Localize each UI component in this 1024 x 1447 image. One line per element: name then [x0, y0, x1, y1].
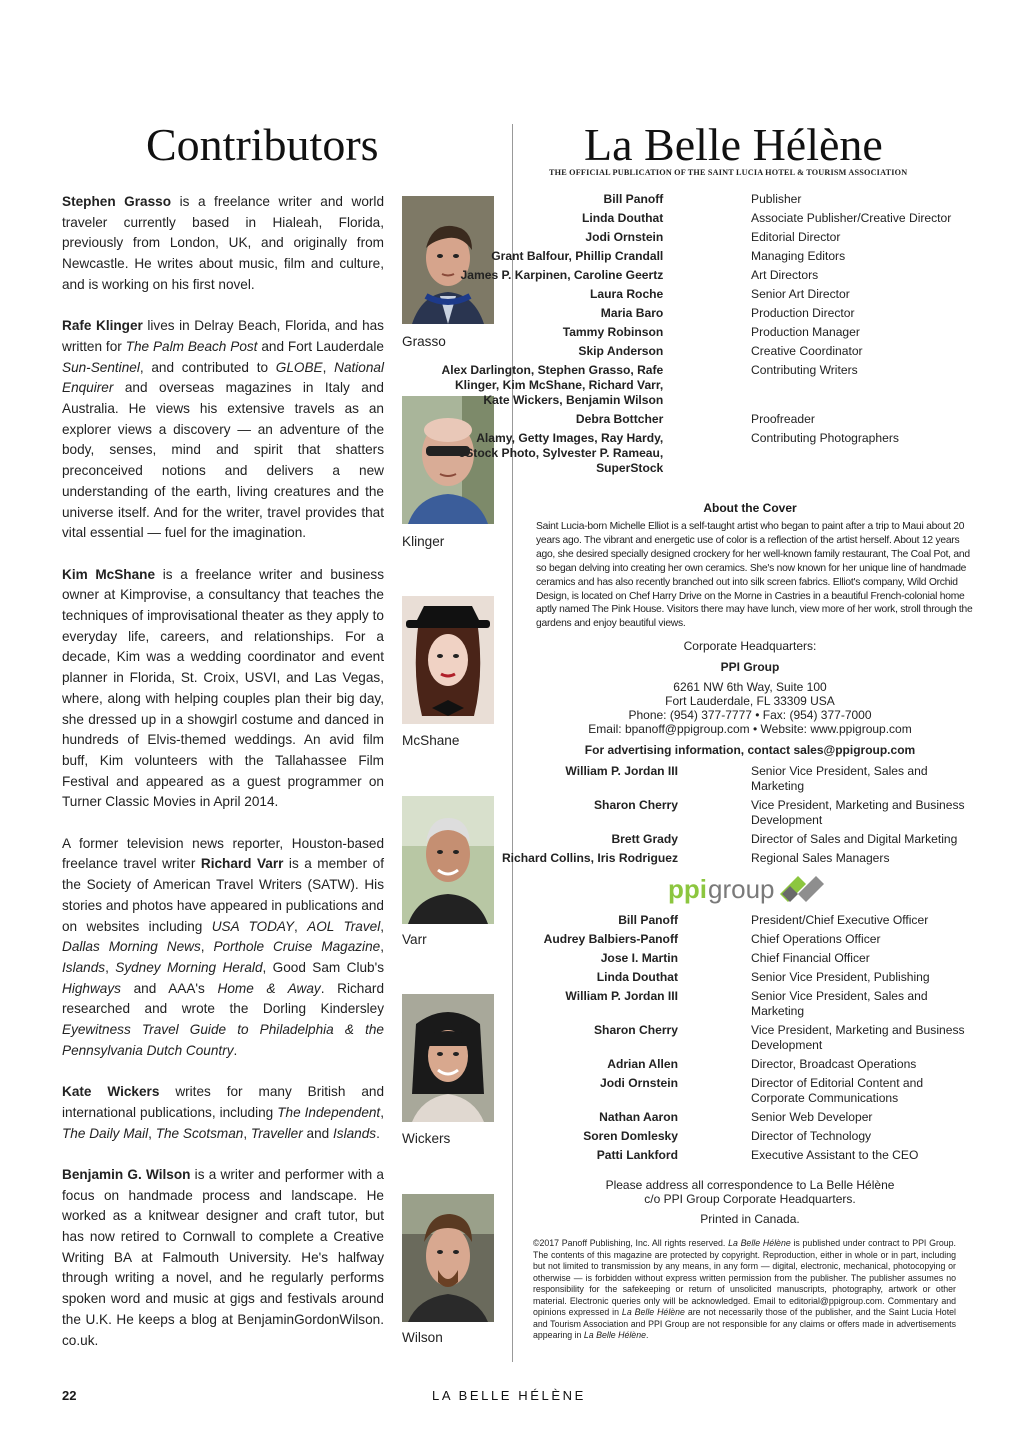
text-segment: , [380, 939, 384, 955]
text-segment: and AAA's [120, 980, 218, 996]
text-segment: National Enquirer [62, 359, 384, 396]
text-segment: , [200, 939, 214, 955]
text-segment: is a writer and performer with a focus on handmade process and landscape. He worked as a knitwear designer and craft tutor, but has now retired to Cornwall to complete a Creative Writing BA at Falmouth University. He's halfway through writing a novel, and he regularly performs spoken word and music at gigs and festivals around the U.K. He keeps a blog at BenjaminGordonWilson. co.uk. [62, 1166, 384, 1348]
entry-role: Vice President, Marketing and Business Development [751, 798, 965, 827]
entry-name: Sharon Cherry [593, 798, 678, 812]
hq-phone: Phone: (954) 377-7777 • Fax: (954) 377-7000 [628, 708, 872, 722]
entry-role: Proofreader [751, 412, 815, 426]
entry-role: Regional Sales Managers [751, 851, 890, 865]
entry-name: Bill Panoff [618, 913, 678, 927]
entry-role: Director of Technology [751, 1129, 872, 1143]
entry-name: Debra Bottcher [575, 412, 664, 426]
text-segment: are not necessarily those of the publisher, and the Saint Lucia Hotel and Tourism Association and PPI Group are not responsible for any claims or offers made in advertisements appearing in [533, 1307, 956, 1340]
masthead-entry [512, 989, 966, 1019]
entry-name: Tammy Robinson [562, 325, 664, 339]
entry-role: Art Directors [751, 268, 819, 282]
text-segment: Highways [62, 980, 121, 996]
masthead-entry [512, 1129, 966, 1144]
magazine-title: La Belle Hélène [584, 119, 883, 170]
text-segment: , [243, 1125, 251, 1141]
masthead-entry [441, 363, 951, 408]
masthead-entry [512, 764, 966, 794]
text-segment: , [380, 1104, 384, 1120]
entry-name: Adrian Allen [607, 1057, 678, 1071]
text-segment: Sun-Sentinel [62, 359, 140, 375]
entry-name: James P. Karpinen, Caroline Geertz [460, 268, 664, 282]
masthead-entry [512, 306, 951, 321]
text-segment: A former television news reporter, Houston-based freelance travel writer [62, 835, 384, 872]
text-segment: Kate Wickers [62, 1084, 160, 1100]
masthead-entry [491, 249, 951, 264]
text-segment: The Daily Mail [62, 1125, 149, 1141]
contributor-bios [62, 192, 384, 1372]
entry-role: Director of Sales and Digital Marketing [751, 832, 958, 846]
executive-list [512, 913, 966, 1167]
masthead-entry [512, 412, 951, 427]
wickers-caption: Wickers [402, 1131, 451, 1146]
masthead-entry [512, 1148, 966, 1163]
masthead-entry [512, 798, 966, 828]
hq-address-line2: Fort Lauderdale, FL 33309 USA [665, 694, 835, 708]
masthead-entry [512, 932, 966, 947]
entry-role: Production Director [751, 306, 855, 320]
text-segment: is a freelance writer and world traveler currently based in Hialeah, Florida, previously from London, UK, and originally from Newcastle. He writes about music, film and culture, and is working on his first novel. [62, 194, 385, 292]
text-segment: , [294, 918, 308, 934]
masthead-entry [512, 1023, 966, 1053]
hq-heading: Corporate Headquarters: [683, 639, 817, 653]
entry-name: Linda Douthat [582, 211, 664, 225]
bio-varr [62, 834, 384, 1062]
masthead-entry [512, 1076, 966, 1106]
text-segment: The Palm Beach Post [125, 338, 258, 354]
text-segment: Islands [62, 959, 106, 975]
bio-wilson [62, 1165, 384, 1351]
entry-role: Director, Broadcast Operations [751, 1057, 917, 1071]
masthead-entry [501, 851, 966, 866]
entry-role: Chief Financial Officer [751, 951, 870, 965]
text-segment: USA TODAY [211, 918, 295, 934]
magazine-tagline: THE OFFICIAL PUBLICATION OF THE SAINT LUCIA HOTEL & TOURISM ASSOCIATION [549, 168, 908, 177]
text-segment: Stephen Grasso [62, 194, 172, 209]
logo-ppi-text: ppi [668, 874, 707, 904]
text-segment: lives in Delray Beach, Florida, and has written for [62, 318, 384, 354]
entry-name: Nathan Aaron [599, 1110, 678, 1124]
entry-name: William P. Jordan III [565, 764, 678, 778]
entry-name: Jodi Ornstein [600, 1076, 678, 1090]
entry-role: Contributing Photographers [751, 431, 899, 445]
entry-name: Richard Collins, Iris Rodriguez [501, 851, 678, 865]
text-segment: Porthole Cruise Magazine [213, 939, 381, 955]
page-number: 22 [62, 1388, 77, 1403]
text-segment: is a freelance writer and business owner at Kimprovise, a consultancy that teaches the techniques of improvisational theater as they apply to everyday life, careers, and relationships. For a decade, Kim was a wedding coordinator and event planner in Florida, St. Croix, USVI, and Las Vegas, where, along with helping couples plan their big day, she dressed up in a showgirl costume and danced in hundreds of Elvis-themed weddings. An avid film buff, Kim volunteers with the Tallahassee Film Festival and appeared as a guest programmer on Turner Classic Movies in April 2014. [62, 566, 384, 810]
entry-name: Audrey Balbiers-Panoff [543, 932, 678, 946]
masthead-entry [512, 344, 951, 359]
text-segment: and Fort Lauderdale [257, 338, 384, 354]
text-segment: Rafe Klinger [62, 318, 143, 334]
entry-name: Bill Panoff [603, 192, 664, 206]
entry-name: Laura Roche [590, 287, 664, 301]
entry-role: Senior Vice President, Sales and Marketing [751, 989, 928, 1018]
entry-role: Publisher [751, 192, 802, 206]
entry-role: Senior Art Director [751, 287, 850, 301]
bio-wickers [62, 1082, 384, 1144]
text-segment: , [105, 959, 116, 975]
text-segment: is published under contract to PPI Group. The contents of this magazine are protected by copyright. Reproduction, either in whole or in part, including but not limited to transmission by any means, in any form — digital, electronic, mechanical, photocopying or otherwise — is forbidden without express written permission from the publisher. The publisher assumes no responsibility for the safekeeping or return of unsolicited manuscripts, photography, artwork or other material. Electronic queries only will be acknowledged. Email to editorial@ppigroup.com. Commentary and opinions expressed in [533, 1238, 956, 1317]
text-segment: Sydney Morning Herald [115, 959, 263, 975]
text-segment: La Belle Hélène [621, 1307, 685, 1317]
entry-name: Alamy, Getty Images, Ray Hardy, eStock Photo, Sylvester P. Rameau, SuperStock [458, 431, 664, 475]
footer-magazine-name: LA BELLE HÉLÈNE [432, 1388, 586, 1403]
text-segment: writes for many British and international publications, including [62, 1084, 385, 1120]
entry-name: Alex Darlington, Stephen Grasso, Rafe Klinger, Kim McShane, Richard Varr, Kate Wickers, Benjamin Wilson [441, 363, 664, 407]
entry-name: Skip Anderson [578, 344, 664, 358]
text-segment: , Good Sam Club's [262, 959, 384, 975]
text-segment: is a member of the Society of American Travel Writers (SATW). His stories and photos have appeared in publications and on websites including [62, 856, 384, 934]
entry-name: Jose I. Martin [600, 951, 678, 965]
text-segment: and overseas magazines in Italy and Australia. He views his extensive travels as an explorer views a discovery — an adventure of the body, senses, mind and spirit that shatters preconceived notions and delivers a new understanding of the earth, living creatures and the universe itself. And for the writer, travel provides that vital essential — fuel for the imagination. [62, 380, 384, 541]
masthead-entry [512, 1057, 966, 1072]
text-segment: The Scotsman [155, 1125, 244, 1141]
text-segment: . [376, 1125, 380, 1141]
advertising-info: For advertising information, contact sales@ppigroup.com [584, 743, 916, 757]
entry-name: Grant Balfour, Phillip Crandall [491, 249, 664, 263]
entry-role: Senior Web Developer [751, 1110, 873, 1124]
text-segment: GLOBE [275, 359, 323, 375]
about-cover-heading: About the Cover [703, 501, 797, 515]
entry-role: Contributing Writers [751, 363, 858, 377]
logo-group-text: group [708, 874, 775, 904]
varr-caption: Varr [402, 932, 427, 947]
entry-role: Senior Vice President, Sales and Marketing [751, 764, 928, 793]
hq-email: Email: bpanoff@ppigroup.com • Website: www.ppigroup.com [588, 722, 912, 736]
mcshane-photo [402, 596, 494, 724]
entry-name: Brett Grady [611, 832, 678, 846]
correspondence-line1: Please address all correspondence to La Belle Hélène [605, 1178, 895, 1192]
wilson-caption: Wilson [402, 1330, 443, 1345]
entry-name: Maria Baro [600, 306, 664, 320]
printed-in: Printed in Canada. [700, 1212, 800, 1226]
text-segment: Dallas Morning News [62, 939, 201, 955]
text-segment: The Independent [277, 1104, 381, 1120]
entry-name: Jodi Ornstein [585, 230, 664, 244]
text-segment: Eyewitness Travel Guide to Philadelphia & the Pennsylvania Dutch Country [62, 1022, 384, 1058]
copyright-notice [533, 1238, 956, 1342]
text-segment: , [148, 1125, 156, 1141]
masthead-entry [512, 230, 951, 245]
entry-role: Production Manager [751, 325, 860, 339]
bio-grasso [62, 192, 384, 296]
entry-name: Sharon Cherry [593, 1023, 678, 1037]
masthead-entry [458, 431, 951, 476]
entry-name: Linda Douthat [596, 970, 678, 984]
masthead-entry [512, 832, 966, 847]
entry-role: Associate Publisher/Creative Director [751, 211, 952, 225]
hq-address-line1: 6261 NW 6th Way, Suite 100 [673, 680, 827, 694]
text-segment: La Belle Hélène [583, 1330, 646, 1340]
masthead-entry [512, 192, 951, 207]
text-segment: Kim McShane [62, 566, 156, 582]
text-segment: , and contributed to [139, 359, 276, 375]
text-segment: . [646, 1330, 649, 1340]
staff-list [441, 192, 952, 480]
text-segment: . [233, 1042, 238, 1058]
masthead-entry [512, 1110, 966, 1125]
entry-role: Director of Editorial Content and Corporate Communications [751, 1076, 924, 1105]
text-segment: . Richard researched and wrote the Dorling Kindersley [62, 980, 385, 1017]
text-segment: Traveller [250, 1125, 303, 1141]
entry-role: Managing Editors [751, 249, 846, 263]
masthead-entry [460, 268, 951, 283]
entry-role: Senior Vice President, Publishing [751, 970, 930, 984]
entry-role: Chief Operations Officer [751, 932, 881, 946]
text-segment: , [322, 359, 335, 375]
text-segment: Benjamin G. Wilson [62, 1166, 191, 1182]
about-cover-text: Saint Lucia-born Michelle Elliot is a self-taught artist who began to paint after a trip to Maui about 20 years ago. The vibrant and energetic use of color is a reflection of the artist herself. About 12 years ago, she desired specially designed crockery for her well-known family restaurant, The Coal Pot, and so began delving into creating her own ceramics. She's now known for her unique line of handmade ceramics and has also recently branched out into silk screen fabrics. Elliot's company, Wild Orchid Design, is located on Chef Harry Drive on the Morne in Castries in a beautiful French-colonial home aptly named The Pink House. Visitors there may have lunch, view more of her work, stroll through the gardens and enjoy beautiful views. [536, 521, 973, 630]
text-segment: La Belle Hélène [728, 1238, 791, 1248]
mcshane-caption: McShane [402, 733, 460, 748]
klinger-caption: Klinger [402, 534, 445, 549]
sales-list [501, 764, 966, 870]
bio-mcshane [62, 565, 384, 813]
entry-role: Executive Assistant to the CEO [751, 1148, 919, 1162]
hq-company: PPI Group [720, 660, 780, 674]
bio-klinger [62, 316, 384, 544]
text-segment: Islands [333, 1125, 377, 1141]
grasso-caption: Grasso [402, 334, 446, 349]
masthead-entry [512, 970, 966, 985]
text-segment: ©2017 Panoff Publishing, Inc. All rights reserved. [533, 1238, 729, 1248]
masthead-entry [512, 287, 951, 302]
contributors-title: Contributors [146, 119, 379, 170]
ppigroup-logo [668, 868, 828, 913]
text-segment: and [302, 1125, 334, 1141]
wilson-photo [402, 1194, 494, 1322]
text-segment: , [380, 918, 385, 934]
text-segment: Home & Away [217, 980, 321, 996]
entry-name: Patti Lankford [596, 1148, 678, 1162]
text-segment: AOL Travel [307, 918, 381, 934]
masthead-entry [512, 913, 966, 928]
entry-role: Creative Coordinator [751, 344, 863, 358]
entry-role: Editorial Director [751, 230, 841, 244]
masthead-entry [512, 951, 966, 966]
logo-mark-icon [780, 876, 824, 902]
entry-role: President/Chief Executive Officer [751, 913, 929, 927]
entry-role: Vice President, Marketing and Business Development [751, 1023, 965, 1052]
masthead-entry [512, 325, 951, 340]
masthead-entry [512, 211, 951, 226]
correspondence-line2: c/o PPI Group Corporate Headquarters. [644, 1192, 856, 1206]
entry-name: Soren Domlesky [583, 1129, 678, 1143]
text-segment: Richard Varr [200, 856, 284, 872]
entry-name: William P. Jordan III [565, 989, 678, 1003]
